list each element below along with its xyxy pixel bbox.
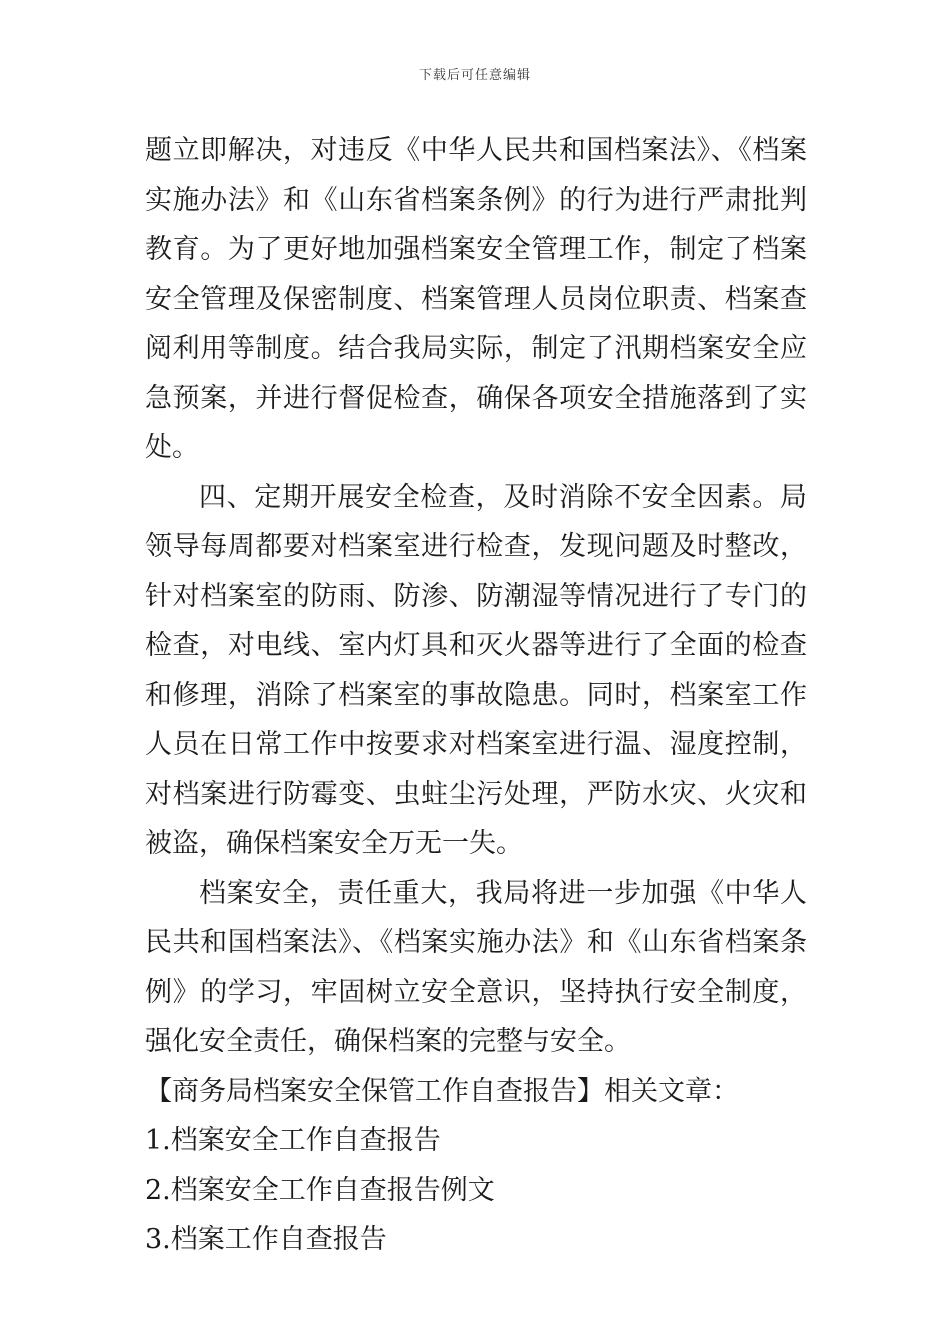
related-articles-title: 【商务局档案安全保管工作自查报告】相关文章： bbox=[145, 1075, 739, 1107]
paragraph-continued: 题立即解决，对违反《中华人民共和国档案法》、《档案实施办法》和《山东省档案条例》的行为进行严肃批判教育。为了更好地加强档案安全管理工作，制定了档案安全管理及保密制度、档案管理人员岗位职责、档案查阅利用等制度。结合我局实际，制定了汛期档案安全应急预案，并进行督促检查，确保各项安全措施落到了实处。 bbox=[145, 135, 807, 463]
page-header-note: 下载后可任意编辑 bbox=[418, 68, 531, 83]
related-article-link[interactable]: 1.档案安全工作自查报告 bbox=[145, 1125, 441, 1156]
document-body bbox=[145, 126, 807, 1265]
related-article-link[interactable]: 2.档案安全工作自查报告例文 bbox=[145, 1174, 495, 1206]
paragraph-safety-inspection: 四、定期开展安全检查，及时消除不安全因素。局领导每周都要对档案室进行检查，发现问题及时整改，针对档案室的防雨、防渗、防潮湿等情况进行了专门的检查，对电线、室内灯具和灭火器等进行了全面的检查和修理，消除了档案室的事故隐患。同时，档案室工作人员在日常工作中按要求对档案室进行温、湿度控制，对档案进行防霉变、虫蛀尘污处理，严防水灾、火灾和被盗，确保档案安全万无一失。 bbox=[145, 481, 807, 859]
related-article-link[interactable]: 3.档案工作自查报告 bbox=[145, 1224, 387, 1255]
paragraph-conclusion: 档案安全，责任重大，我局将进一步加强《中华人民共和国档案法》、《档案实施办法》和《山东省档案条例》的学习，牢固树立安全意识，坚持执行安全制度，强化安全责任，确保档案的完整与安全。 bbox=[145, 877, 807, 1057]
